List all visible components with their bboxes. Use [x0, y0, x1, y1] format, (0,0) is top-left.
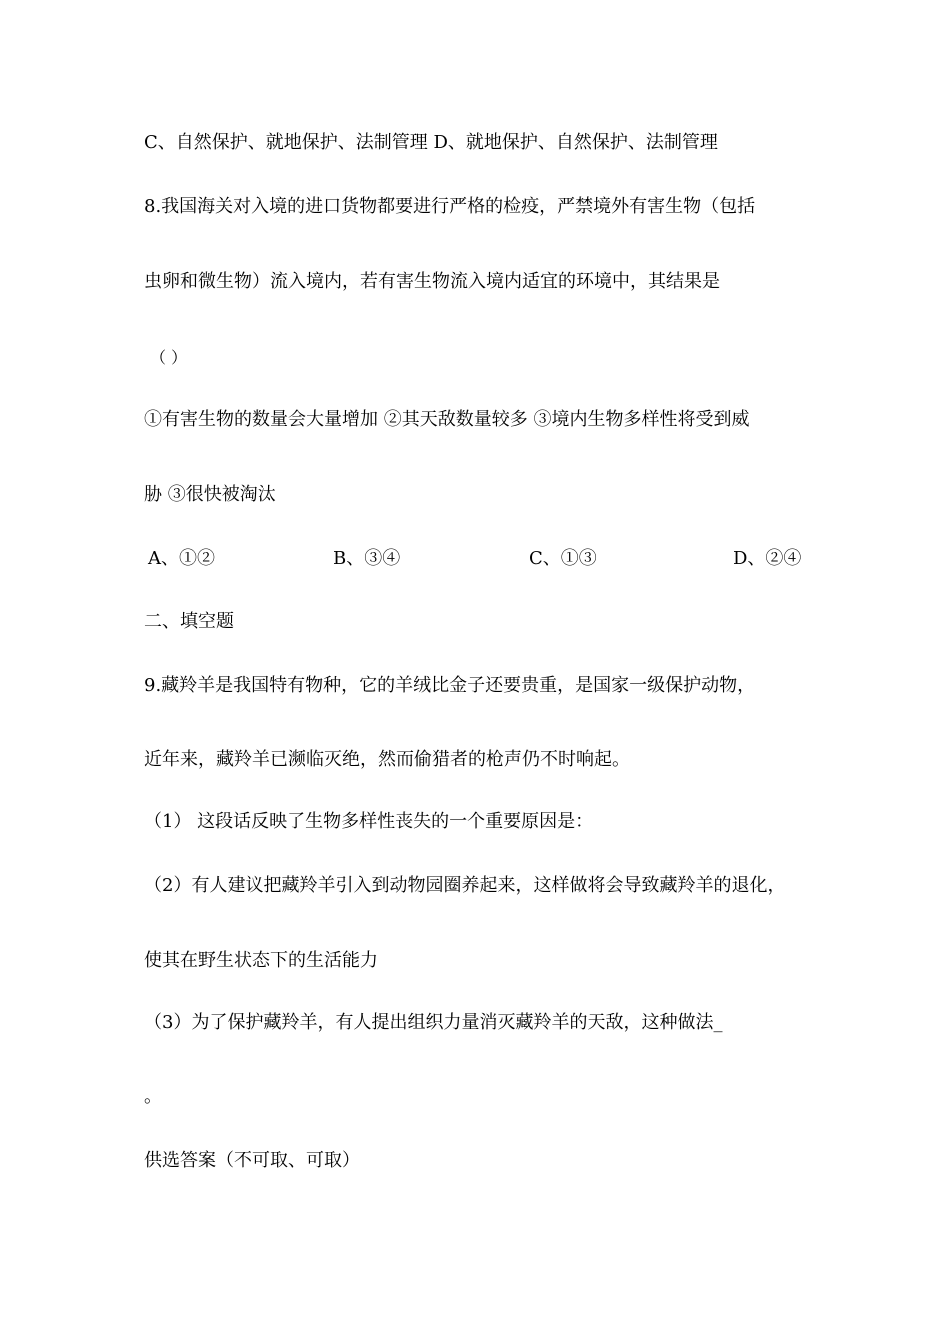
section-title-fill-in: 二、填空题: [144, 611, 234, 632]
q8-stem-line1: 8.我国海关对入境的进口货物都要进行严格的检疫，严禁境外有害生物（包括: [144, 196, 756, 217]
q8-stem-line2: 虫卵和微生物）流入境内，若有害生物流入境内适宜的环境中，其结果是: [144, 271, 720, 292]
q9-part1: （1） 这段话反映了生物多样性丧失的一个重要原因是：: [144, 811, 594, 832]
q9-part2-line1: （2）有人建议把藏羚羊引入到动物园圈养起来，这样做将会导致藏羚羊的退化，: [144, 875, 786, 896]
q9-stem-line1: 9.藏羚羊是我国特有物种，它的羊绒比金子还要贵重，是国家一级保护动物，: [144, 675, 756, 696]
q9-part3-line1: （3）为了保护藏羚羊，有人提出组织力量消灭藏羚羊的天敌，这种做法_: [144, 1012, 723, 1033]
q9-part3-line2: 。: [144, 1086, 162, 1107]
q8-option-d: D、②④: [733, 548, 802, 569]
q8-items-line1: ①有害生物的数量会大量增加 ②其天敌数量较多 ③境内生物多样性将受到威: [144, 409, 750, 430]
q7-options-cd: C、自然保护、就地保护、法制管理 D、就地保护、自然保护、法制管理: [144, 132, 718, 153]
q8-items-line2: 胁 ③很快被淘汰: [144, 484, 276, 505]
q8-option-b: B、③④: [333, 548, 401, 569]
answer-choices: 供选答案（不可取、可取）: [144, 1150, 360, 1171]
q9-part2-line2: 使其在野生状态下的生活能力: [144, 950, 378, 971]
q8-option-a: A、①②: [148, 548, 215, 569]
q8-answer-paren: （ ）: [150, 348, 188, 367]
q9-stem-line2: 近年来，藏羚羊已濒临灭绝，然而偷猎者的枪声仍不时响起。: [144, 749, 630, 770]
q8-option-c: C、①③: [529, 548, 597, 569]
